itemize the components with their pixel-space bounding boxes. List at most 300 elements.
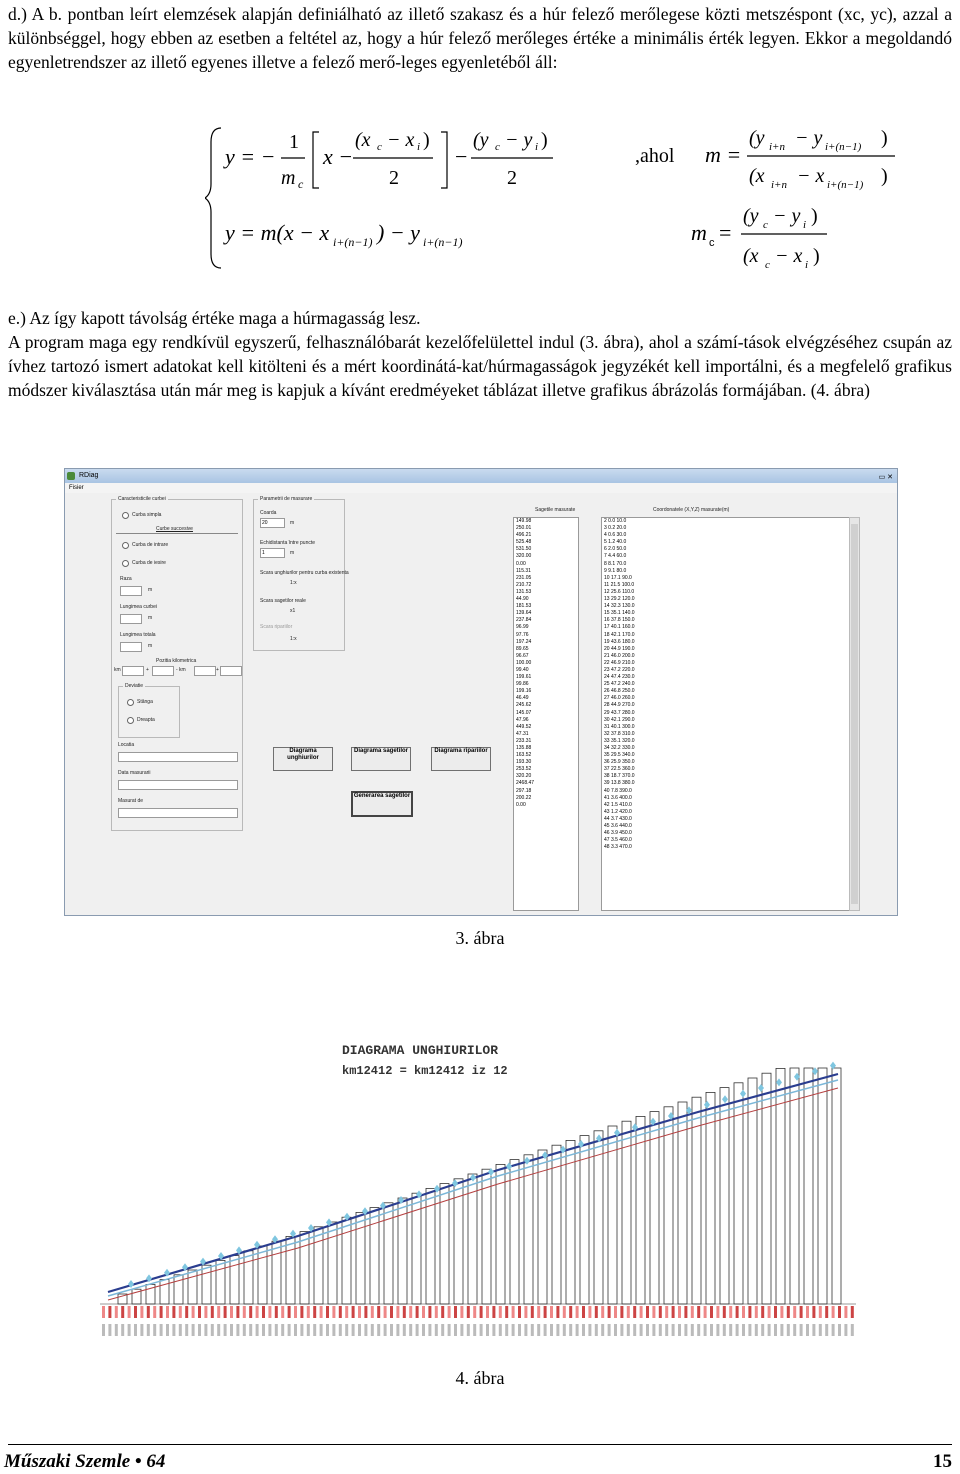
tick-mark <box>460 1306 463 1318</box>
bar <box>328 1222 337 1304</box>
svg-text:− y: − y <box>773 205 801 227</box>
list-item[interactable]: 47 3.5 460.0 <box>604 837 632 844</box>
tick-mark <box>448 1324 451 1336</box>
list-item[interactable]: 96.99 <box>516 624 529 631</box>
tick-mark <box>460 1324 463 1336</box>
tick-mark <box>614 1306 617 1318</box>
list-item[interactable]: 31 40.1 300.0 <box>604 723 635 730</box>
tick-mark <box>787 1306 790 1318</box>
scara2-value: x1 <box>290 608 296 614</box>
list-item[interactable]: 2 0.0 10.0 <box>604 518 627 524</box>
tick-mark <box>160 1324 163 1336</box>
page-number: 15 <box>933 1451 952 1472</box>
window-controls-icon[interactable]: ▭ ✕ <box>878 474 893 481</box>
list-item[interactable]: 34 32.2 330.0 <box>604 745 635 751</box>
tick-mark <box>755 1324 758 1336</box>
list-item[interactable]: 149.98 <box>516 518 532 524</box>
list-item[interactable]: 9 9.1 80.0 <box>604 567 627 574</box>
list-item[interactable]: 18 42.1 170.0 <box>604 631 635 638</box>
tick-mark <box>198 1306 201 1318</box>
tick-mark <box>851 1324 854 1336</box>
list-item[interactable]: 37 22.5 360.0 <box>604 766 635 773</box>
tick-mark <box>627 1324 630 1336</box>
tick-mark <box>492 1324 495 1336</box>
tick-mark <box>640 1306 643 1318</box>
bar <box>202 1265 211 1304</box>
list-item[interactable]: 16 37.8 150.0 <box>604 617 635 624</box>
radio4-label: Curba de iesire <box>132 560 166 566</box>
radio-curba-iesire[interactable] <box>122 560 129 567</box>
radio-dreapta[interactable] <box>127 717 134 724</box>
tick-mark <box>307 1306 310 1318</box>
list-item[interactable]: 42 1.5 410.0 <box>604 801 632 808</box>
list-item[interactable]: 35 29.5 340.0 <box>604 752 635 759</box>
list-item[interactable]: 8 8.1 70.0 <box>604 560 627 567</box>
tick-mark <box>300 1306 303 1318</box>
tick-mark <box>780 1306 783 1318</box>
bar <box>832 1068 841 1304</box>
tick-mark <box>454 1324 457 1336</box>
tick-mark <box>524 1306 527 1318</box>
list-item[interactable]: 250.01 <box>516 525 532 532</box>
tick-mark <box>179 1306 182 1318</box>
svg-text:i+(n−1): i+(n−1) <box>825 141 862 153</box>
km-input-3[interactable] <box>194 666 216 676</box>
tick-mark <box>243 1324 246 1336</box>
lungime-curbei-unit: m <box>148 615 153 621</box>
bar <box>664 1107 673 1304</box>
generarea-sagetilor-button[interactable]: Generarea sagetilor <box>351 791 413 817</box>
tick-mark <box>505 1306 508 1318</box>
tick-mark <box>665 1306 668 1318</box>
list-item[interactable]: 449.52 <box>516 723 532 730</box>
list-item[interactable]: 36 25.9 350.0 <box>604 759 635 766</box>
radio-curba-simpla[interactable] <box>122 512 129 519</box>
list-item[interactable]: 245.62 <box>516 702 532 709</box>
tick-mark <box>608 1324 611 1336</box>
svg-text:c: c <box>377 141 382 153</box>
tick-mark <box>723 1324 726 1336</box>
svg-text:−: − <box>455 144 468 169</box>
bar <box>790 1068 799 1304</box>
paragraph-program-text: A program maga egy rendkívül egyszerű, felhasználóbarát kezelőfelülettel indul (3. ábra), ahol a számí-tások elvégzéséhez csupán az ívhez tartozó ismert adatokat kell kitölteni és a mért koordinátá-kat/húrmagasságok jegyzékét kell importálni, és a megfelelő grafikus módszer kiválasztása után már meg is kapjuk a kívánt eredméyeket táblázat illetve grafikus ábrázolás formájában. (4. ábra) <box>8 332 952 400</box>
tick-mark <box>697 1324 700 1336</box>
tick-mark <box>108 1306 111 1318</box>
list-item[interactable]: 89.65 <box>516 645 529 652</box>
tick-mark <box>396 1306 399 1318</box>
tick-mark <box>320 1306 323 1318</box>
tick-mark <box>147 1324 150 1336</box>
list-item[interactable]: 100.00 <box>516 659 532 666</box>
marker <box>524 1157 530 1165</box>
list-item[interactable]: 47.96 <box>516 716 529 723</box>
group2-title: Parametrii de masurare <box>260 496 313 502</box>
tick-mark <box>160 1306 163 1318</box>
list-item[interactable]: 99.86 <box>516 681 529 688</box>
list-item[interactable]: 40 7.8 390.0 <box>604 787 632 794</box>
marker <box>704 1101 710 1109</box>
tick-mark <box>678 1324 681 1336</box>
radio-curba-intrare[interactable] <box>122 542 129 549</box>
bar <box>356 1212 365 1304</box>
tick-mark <box>576 1324 579 1336</box>
tick-mark <box>582 1324 585 1336</box>
list-item[interactable]: 44 3.7 430.0 <box>604 815 632 822</box>
tick-mark <box>736 1324 739 1336</box>
tick-mark <box>352 1324 355 1336</box>
tick-mark <box>345 1306 348 1318</box>
svg-text:): ) <box>423 129 430 151</box>
scara1-value: 1:x <box>290 580 297 586</box>
tick-mark <box>172 1324 175 1336</box>
lungime-curbei-input[interactable] <box>120 614 142 624</box>
list-item[interactable]: 10 17.1 90.0 <box>604 574 632 581</box>
tick-mark <box>576 1306 579 1318</box>
data-input[interactable] <box>118 780 238 790</box>
marker <box>830 1062 836 1070</box>
list-item[interactable]: 297.18 <box>516 787 532 794</box>
svg-text:): ) <box>811 205 818 227</box>
list-item[interactable]: 11 21.5 100.0 <box>604 581 635 588</box>
tick-mark <box>268 1306 271 1318</box>
list-item[interactable]: 21 46.0 200.0 <box>604 652 635 659</box>
tick-mark <box>684 1306 687 1318</box>
tick-mark <box>499 1324 502 1336</box>
list-item[interactable]: 27 46.0 260.0 <box>604 695 635 702</box>
list-item[interactable]: 0.00 <box>516 801 526 808</box>
bar <box>258 1246 267 1304</box>
list-item[interactable]: 200.22 <box>516 794 532 801</box>
tick-mark <box>185 1306 188 1318</box>
tick-mark <box>467 1324 470 1336</box>
raza-unit: m <box>148 587 153 593</box>
masurat-label: Masurat de <box>118 798 144 804</box>
marker <box>776 1078 782 1086</box>
chart-svg <box>98 1030 858 1346</box>
fig4-caption: 4. ábra <box>455 1368 505 1388</box>
list-item[interactable]: 14 32.3 130.0 <box>604 603 635 610</box>
svg-text:): ) <box>881 127 888 149</box>
list-item[interactable]: 17 40.1 160.0 <box>604 624 635 631</box>
list-item[interactable]: 97.76 <box>516 631 529 638</box>
list1-title: Sagetile masurate <box>535 507 576 513</box>
tick-mark <box>812 1324 815 1336</box>
group1-title: Caracteristicile curbei <box>118 496 166 502</box>
tick-mark <box>339 1324 342 1336</box>
list-item[interactable]: 43 1.2 420.0 <box>604 808 632 815</box>
tick-mark <box>204 1324 207 1336</box>
tick-mark <box>390 1306 393 1318</box>
marker <box>470 1174 476 1182</box>
list-item[interactable]: 25 47.2 240.0 <box>604 681 635 688</box>
masurat-input[interactable] <box>118 808 238 818</box>
list-item[interactable]: 199.61 <box>516 674 532 681</box>
list-item[interactable]: 32 37.8 310.0 <box>604 730 635 737</box>
svg-text:− x: − x <box>775 245 803 267</box>
svg-text:2: 2 <box>389 167 399 189</box>
plus-label-2: + <box>216 667 219 673</box>
tick-mark <box>601 1306 604 1318</box>
bar <box>286 1236 295 1304</box>
svg-text:c: c <box>765 259 770 271</box>
tick-mark <box>147 1306 150 1318</box>
list-item[interactable]: 231.05 <box>516 574 532 581</box>
list-item[interactable]: 253.52 <box>516 766 532 773</box>
svg-text:c: c <box>763 219 768 231</box>
stanga-label: Stânga <box>137 699 153 705</box>
tick-mark <box>307 1324 310 1336</box>
list-item[interactable]: 4 0.6 30.0 <box>604 532 627 539</box>
diagram-chart <box>98 1030 858 1346</box>
tick-mark <box>512 1306 515 1318</box>
list-item[interactable]: 237.84 <box>516 617 532 624</box>
tick-mark <box>256 1324 259 1336</box>
tick-mark <box>614 1324 617 1336</box>
list-item[interactable]: 23 47.2 220.0 <box>604 666 635 673</box>
tick-mark <box>217 1324 220 1336</box>
chart-title-1: DIAGRAMA UNGHIURILOR <box>342 1043 499 1058</box>
km-input-1[interactable] <box>122 666 144 676</box>
list-item[interactable]: 6 2.0 50.0 <box>604 546 627 553</box>
tick-mark <box>755 1306 758 1318</box>
raza-input[interactable] <box>120 586 142 596</box>
list-item[interactable]: 96.67 <box>516 652 529 659</box>
lungime-totala-unit: m <box>148 643 153 649</box>
tick-mark <box>601 1324 604 1336</box>
sagetile-list[interactable] <box>513 517 579 911</box>
diagrama-ripariilor-button[interactable]: Diagrama ripariilor <box>431 747 491 771</box>
tick-mark <box>224 1306 227 1318</box>
list-item[interactable]: 115.31 <box>516 567 531 574</box>
list-item[interactable]: 20 44.9 190.0 <box>604 645 635 652</box>
coarda-input[interactable]: 20 <box>260 518 285 528</box>
list-item[interactable]: 233.31 <box>516 737 532 744</box>
list2-title: Coordonatele (X,Y,Z) masurate(m) <box>653 507 730 513</box>
tick-mark <box>198 1324 201 1336</box>
list-item[interactable]: 28 44.9 270.0 <box>604 702 635 709</box>
list-item[interactable]: 181.53 <box>516 603 532 610</box>
tick-mark <box>153 1324 156 1336</box>
tick-mark <box>268 1324 271 1336</box>
paragraph-e <box>8 306 952 330</box>
tick-mark <box>652 1324 655 1336</box>
bar <box>818 1068 827 1304</box>
tick-mark <box>480 1306 483 1318</box>
tick-mark <box>288 1324 291 1336</box>
list-item[interactable]: 19 43.6 180.0 <box>604 638 635 645</box>
coordonate-list[interactable] <box>601 517 851 911</box>
svg-text:m: m <box>691 220 707 245</box>
bar <box>244 1251 253 1304</box>
list-item[interactable]: 30 42.1 290.0 <box>604 716 635 723</box>
tick-mark <box>691 1324 694 1336</box>
list-item[interactable]: 13 29.2 120.0 <box>604 596 635 603</box>
list-item[interactable]: 525.48 <box>516 539 532 546</box>
tick-mark <box>467 1306 470 1318</box>
scrollbar-thumb[interactable] <box>851 524 858 904</box>
app-title: RDiag <box>79 472 99 479</box>
equation-brace <box>205 122 905 272</box>
tick-mark <box>563 1306 566 1318</box>
marker <box>758 1084 764 1092</box>
tick-mark <box>345 1324 348 1336</box>
tick-mark <box>115 1324 118 1336</box>
tick-mark <box>377 1324 380 1336</box>
scara3-value: 1:x <box>290 636 297 642</box>
tick-mark <box>166 1324 169 1336</box>
tick-mark <box>403 1324 406 1336</box>
svg-text:i: i <box>417 141 421 153</box>
list-item[interactable]: 24 47.4 230.0 <box>604 674 635 681</box>
svg-text:y = m(x − x: y = m(x − x <box>225 220 330 245</box>
list-item[interactable]: 26 46.8 250.0 <box>604 688 635 695</box>
list-item[interactable]: 145.07 <box>516 709 532 716</box>
dreapta-label: Dreapta <box>137 717 155 723</box>
divider <box>116 533 238 534</box>
tick-mark <box>230 1306 233 1318</box>
bar <box>272 1241 281 1304</box>
list-item[interactable]: 38 18.7 370.0 <box>604 773 635 780</box>
tick-mark <box>409 1324 412 1336</box>
list-item[interactable]: 44.90 <box>516 596 529 603</box>
bar <box>594 1131 603 1304</box>
menu-fisier[interactable]: Fisier <box>69 485 84 491</box>
bar <box>496 1164 505 1304</box>
km-input-2[interactable] <box>152 666 174 676</box>
list-item[interactable]: 45 3.6 440.0 <box>604 823 632 830</box>
tick-mark <box>537 1306 540 1318</box>
list-item[interactable]: 0.00 <box>516 560 526 567</box>
svg-text:c: c <box>298 177 304 191</box>
svg-text:): ) <box>541 129 548 151</box>
list-item[interactable]: 46 3.9 450.0 <box>604 830 632 837</box>
list-item[interactable]: 39 13.8 380.0 <box>604 780 635 787</box>
tick-mark <box>281 1306 284 1318</box>
list-item[interactable]: 41 3.6 400.0 <box>604 794 632 801</box>
diagrama-sagetilor-button[interactable]: Diagrama sagetilor <box>351 747 411 771</box>
tick-mark <box>262 1306 265 1318</box>
list-item[interactable]: 131.53 <box>516 588 532 595</box>
list-item[interactable]: 12 25.6 110.0 <box>604 588 635 595</box>
locatia-input[interactable] <box>118 752 238 762</box>
scara1-label: Scara unghiurilor pentru curba existenta <box>260 570 349 576</box>
km-input-4[interactable] <box>220 666 242 676</box>
app-icon <box>67 472 75 480</box>
radio-stanga[interactable] <box>127 699 134 706</box>
tick-mark <box>249 1306 252 1318</box>
tick-mark <box>256 1306 259 1318</box>
list-item[interactable]: 15 35.1 140.0 <box>604 610 635 617</box>
tick-mark <box>704 1324 707 1336</box>
tick-mark <box>691 1306 694 1318</box>
bar <box>636 1116 645 1304</box>
tick-mark <box>473 1306 476 1318</box>
list-item[interactable]: 99.40 <box>516 666 529 673</box>
list-item[interactable]: 210.72 <box>516 581 532 588</box>
tick-mark <box>684 1324 687 1336</box>
tick-mark <box>153 1306 156 1318</box>
tick-mark <box>499 1306 502 1318</box>
tick-mark <box>416 1306 419 1318</box>
tick-mark <box>185 1324 188 1336</box>
tick-mark <box>787 1324 790 1336</box>
list-item[interactable]: 33 35.1 320.0 <box>604 737 635 744</box>
list-item[interactable]: 320.20 <box>516 773 532 780</box>
locatia-label: Locatia <box>118 742 135 748</box>
lungime-totala-input[interactable] <box>120 642 142 652</box>
list-item[interactable]: 29 43.7 280.0 <box>604 709 635 716</box>
list-item[interactable]: 197.24 <box>516 638 532 645</box>
tick-mark <box>128 1306 131 1318</box>
tick-mark <box>486 1324 489 1336</box>
tick-mark <box>102 1306 105 1318</box>
tick-mark <box>704 1306 707 1318</box>
tick-mark <box>128 1324 131 1336</box>
list-item[interactable]: 193.30 <box>516 759 532 766</box>
list-item[interactable]: 199.16 <box>516 688 532 695</box>
tick-mark <box>838 1324 841 1336</box>
tick-mark <box>518 1324 521 1336</box>
list-item[interactable]: 47.31 <box>516 730 529 737</box>
list-item[interactable]: 135.88 <box>516 745 532 751</box>
list-item[interactable]: 531.50 <box>516 546 532 553</box>
tick-mark <box>729 1306 732 1318</box>
scara2-label: Scara sagetilor reale <box>260 598 306 604</box>
svg-text:i+(n−1): i+(n−1) <box>827 179 864 191</box>
bar <box>580 1136 589 1304</box>
tick-mark <box>595 1306 598 1318</box>
tick-mark <box>825 1324 828 1336</box>
list-item[interactable]: 46.49 <box>516 695 529 702</box>
tick-mark <box>166 1306 169 1318</box>
tick-mark <box>672 1324 675 1336</box>
bar <box>300 1232 309 1304</box>
list-item[interactable]: 163.52 <box>516 752 532 759</box>
svg-text:(x: (x <box>749 165 765 187</box>
tick-mark <box>108 1324 111 1336</box>
list-item[interactable]: 2468.47 <box>516 780 535 787</box>
series-line <box>108 1074 838 1292</box>
list-item[interactable]: 320.00 <box>516 553 532 560</box>
list-item[interactable]: 139.64 <box>516 610 532 617</box>
tick-mark <box>281 1324 284 1336</box>
tick-mark <box>441 1324 444 1336</box>
echidistanta-input[interactable]: 1 <box>260 548 285 558</box>
list-item[interactable]: 496.21 <box>516 532 532 539</box>
diagrama-unghiurilor-button[interactable]: Diagrama unghiurilor <box>273 747 333 771</box>
tick-mark <box>556 1324 559 1336</box>
list-item[interactable]: 5 1.2 40.0 <box>604 539 627 546</box>
list-item[interactable]: 48 3.3 470.0 <box>604 844 632 851</box>
tick-mark <box>697 1306 700 1318</box>
scrollbar[interactable] <box>849 517 860 911</box>
svg-text:i: i <box>535 141 539 153</box>
list-item[interactable]: 7 4.4 60.0 <box>604 553 627 560</box>
tick-mark <box>384 1324 387 1336</box>
list-item[interactable]: 3 0.2 20.0 <box>604 525 627 532</box>
paragraph-d <box>8 2 952 74</box>
tick-mark <box>371 1324 374 1336</box>
tick-mark <box>588 1324 591 1336</box>
tick-mark <box>294 1324 297 1336</box>
tick-mark <box>806 1306 809 1318</box>
list-item[interactable]: 22 46.9 210.0 <box>604 659 635 666</box>
tick-mark <box>377 1306 380 1318</box>
tick-mark <box>224 1324 227 1336</box>
tick-mark <box>768 1324 771 1336</box>
data-label: Data masurarii <box>118 770 151 776</box>
echidistanta-label: Echidistanta între puncte <box>260 540 316 546</box>
